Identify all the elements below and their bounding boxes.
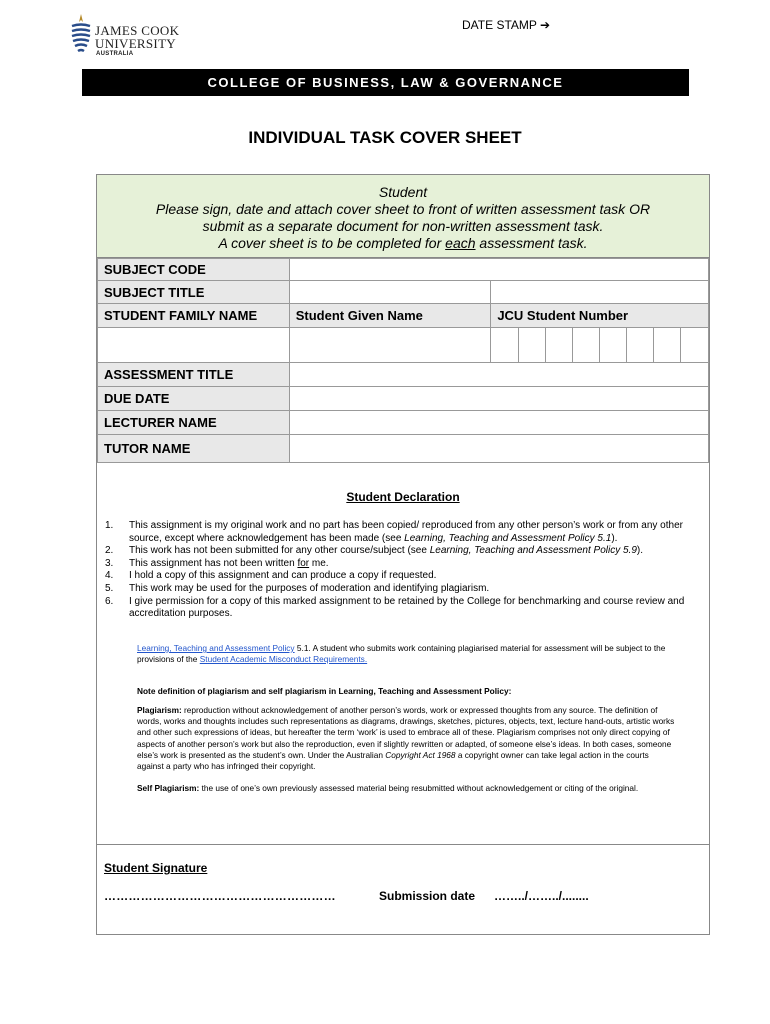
lecturer-name-label: LECTURER NAME (98, 411, 290, 435)
declaration-item (105, 545, 695, 558)
page-title: INDIVIDUAL TASK COVER SHEET (248, 128, 522, 147)
plagiarism-definition (137, 705, 677, 772)
student-number-digit-6[interactable] (627, 328, 654, 363)
student-number-digit-1[interactable] (491, 328, 519, 363)
assessment-title-label: ASSESSMENT TITLE (98, 363, 290, 387)
due-date-field[interactable] (289, 387, 708, 411)
cover-sheet-form (96, 174, 710, 935)
declaration-item (105, 558, 695, 571)
submission-date-field[interactable]: ……../……../........ (494, 889, 589, 903)
student-number-digit-5[interactable] (600, 328, 627, 363)
student-number-digit-8[interactable] (680, 328, 708, 363)
declaration-item-text: I hold a copy of this assignment and can produce a copy if requested. (129, 570, 437, 582)
declaration-item-text: I give permission for a copy of this marked assignment to be retained by the College for benchmarking and course review and accreditation purposes. (129, 595, 685, 620)
declaration-emphasis: for (297, 557, 310, 569)
tutor-name-label: TUTOR NAME (98, 435, 290, 463)
declaration-item-number: 5. (105, 582, 114, 594)
declaration-item-number: 4. (105, 570, 114, 582)
student-number-digit-2[interactable] (519, 328, 546, 363)
declaration-item (105, 596, 695, 621)
instructions-line-3 (97, 235, 709, 252)
declaration-text: This work has not been submitted for any other course/subject (see (129, 545, 430, 557)
instructions-line-2: submit as a separate document for non-written assessment task. (202, 218, 604, 234)
subject-title-label: SUBJECT TITLE (98, 281, 290, 304)
due-date-label: DUE DATE (98, 387, 290, 411)
declaration-text: This assignment is my original work and no part has been copied/ reproduced from any other person’s work or from any other source, except where acknowledgement has been made (see (129, 520, 683, 544)
declaration-item-text (129, 558, 695, 571)
declaration-text-end: ). (611, 532, 618, 544)
college-banner: COLLEGE OF BUSINESS, LAW & GOVERNANCE (82, 69, 689, 96)
family-name-label: STUDENT FAMILY NAME (98, 304, 290, 328)
instructions-heading: Student (378, 184, 428, 200)
student-number-digit-3[interactable] (546, 328, 573, 363)
student-number-digit-4[interactable] (573, 328, 600, 363)
declaration-item-text (129, 520, 695, 545)
declaration-item-number: 2. (105, 545, 114, 557)
declaration-item (105, 520, 695, 545)
plagiarism-text-end: a copyright owner can take legal action in the courts against a party who has infringed their copyright. (137, 749, 649, 772)
declaration-item-text: This work may be used for the purposes of moderation and identifying plagiarism. (129, 582, 490, 594)
tutor-name-field[interactable] (289, 435, 708, 463)
instructions-line-1: Please sign, date and attach cover sheet to front of written assessment task OR (155, 201, 651, 217)
logo-text-australia: AUSTRALIA (96, 51, 134, 57)
subject-code-label: SUBJECT CODE (98, 259, 290, 281)
self-plagiarism-label: Self Plagiarism: (137, 783, 200, 793)
signature-field[interactable]: ………………………………………………… (104, 889, 336, 903)
student-details-table (97, 258, 709, 463)
student-number-label: JCU Student Number (491, 304, 709, 328)
logo-text-james-cook: JAMES COOK (95, 23, 180, 38)
given-name-label: Student Given Name (289, 304, 491, 328)
lecturer-name-field[interactable] (289, 411, 708, 435)
jcu-logo (70, 12, 190, 62)
declaration-list (105, 520, 695, 621)
subject-code-field[interactable] (289, 259, 708, 281)
subject-title-field-extra[interactable] (491, 281, 709, 304)
declaration-item-number: 3. (105, 557, 114, 569)
declaration-item-number: 1. (105, 520, 114, 531)
declaration-title: Student Declaration (346, 490, 460, 504)
subject-title-field[interactable] (289, 281, 491, 304)
instructions-text: A cover sheet is to be completed for (218, 235, 446, 251)
plagiarism-note-title: Note definition of plagiarism and self plagiarism in Learning, Teaching and Assessment Policy: (137, 686, 512, 696)
plagiarism-text: reproduction without acknowledgement of another person’s words, work or expressed thoughts from any source. The definition of words, works and thoughts includes such representations as diagrams, drawings, sketches, pictures, objects, text, lecture hand-outs, artistic works and other such expressions of ideas, but hereafter the term ‘work’ is used to embrace all of these. Plagiarism comprises not only direct copying of aspects of another person’s work but also the reproduction, even if slightly rewritten or adapted, of someone else’s ideas. In both cases, someone else’s work is presented as the student’s own. Under the Australian (137, 705, 675, 760)
copyright-act-reference: Copyright Act 1968 (385, 749, 456, 760)
logo-text-university: UNIVERSITY (95, 36, 176, 51)
submission-date-label: Submission date (379, 889, 476, 903)
student-number-digit-7[interactable] (654, 328, 681, 363)
self-plagiarism-definition (137, 783, 677, 794)
self-plagiarism-text: the use of one’s own previously assessed material being resubmitted without acknowledgement or citing of the original. (199, 783, 639, 793)
given-name-field[interactable] (289, 328, 491, 363)
student-instructions (97, 175, 709, 258)
jcu-crest-icon (70, 12, 92, 56)
declaration-text-end: me. (309, 557, 329, 569)
student-declaration-section (97, 462, 709, 845)
declaration-text-end: ). (636, 545, 643, 557)
declaration-item (105, 583, 695, 596)
assessment-title-field[interactable] (289, 363, 708, 387)
declaration-item-number: 6. (105, 595, 114, 607)
plagiarism-label: Plagiarism: (137, 705, 182, 715)
family-name-field[interactable] (98, 328, 290, 363)
instructions-emphasis: each (445, 235, 476, 251)
policy-reference-note (137, 643, 677, 665)
instructions-text-end: assessment task. (475, 235, 588, 251)
policy-reference: Learning, Teaching and Assessment Policy 5.9 (429, 545, 637, 557)
date-stamp-label: DATE STAMP ➔ (462, 18, 551, 32)
misconduct-requirements-link[interactable]: Student Academic Misconduct Requirements. (199, 654, 368, 664)
policy-link[interactable]: Learning, Teaching and Assessment Policy (137, 643, 295, 653)
declaration-text: This assignment has not been written (129, 557, 298, 569)
declaration-item-text (129, 545, 695, 558)
student-signature-label: Student Signature (104, 861, 208, 875)
declaration-item (105, 570, 695, 583)
policy-note-text: 5.1. A student who submits work containing plagiarised material for assessment will be subject to the provisions of the (137, 643, 666, 664)
policy-reference: Learning, Teaching and Assessment Policy 5.1 (404, 532, 612, 544)
